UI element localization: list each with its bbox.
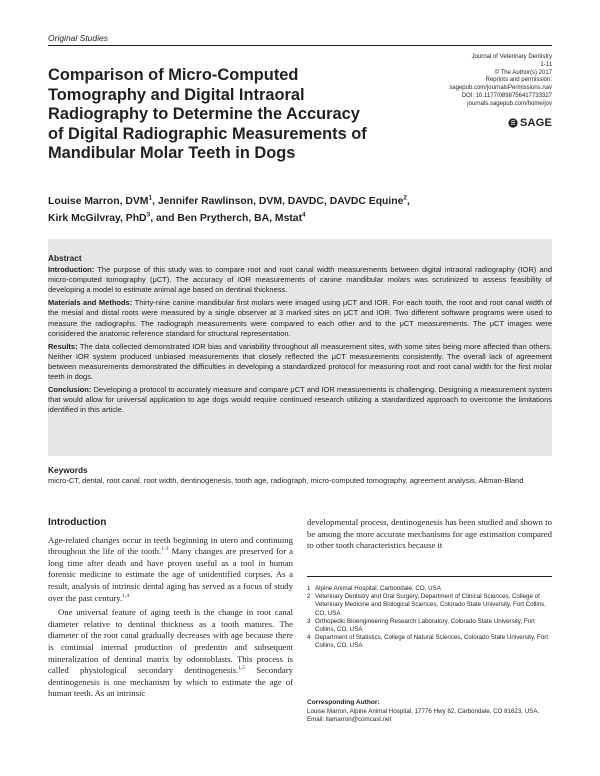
author-name: Kirk McGilvray, PhD — [48, 213, 147, 224]
body-paragraph — [48, 607, 293, 700]
keywords-text: micro-CT, dental, root canal, root width, dentinogenesis, tooth age, radiograph, micro-computed tomography, agreement analysis, Altman-Bland — [48, 476, 524, 486]
abstract-results — [48, 342, 552, 382]
author-affiliation: 3 — [146, 211, 151, 219]
author-list: Louise Marron, DVM$^1$, Jennifer Rawlinson, DVM, DAVDC, DAVDC Equine$^2$, Kirk McGilvray, PhD$^3$, and Ben Prytherch, BA, Mstat$^4$ — [48, 194, 410, 224]
citation-ref[interactable]: 1,5 — [238, 665, 246, 672]
author-affiliation: 1 — [148, 194, 153, 202]
author-name: Jennifer Rawlinson, DVM, DAVDC, DAVDC Equine — [157, 196, 404, 207]
abstract-methods — [48, 298, 552, 338]
footnote-rule — [307, 576, 552, 577]
affiliation-item — [307, 593, 552, 618]
affiliations — [307, 585, 552, 651]
affiliation-item — [307, 634, 552, 650]
abstract-text: The data collected demonstrated IOR bias and variability throughout all measurement sites, with some sites being more affected than others. Neither IOR system produced unbiased measurements that closely reflected the μCT measurements consistently. The overall lack of agreement between measurements demonstrated the difficulties in developing a standardized protocol for measuring root and root canal width for the first molar teeth in dogs. — [48, 341, 552, 382]
body-paragraph — [48, 535, 293, 605]
corresponding-email[interactable]: Email: llamarron@comcast.net — [307, 716, 392, 724]
journal-doi[interactable]: DOI: 10.1177/0898756417733327 — [461, 92, 552, 99]
corresponding-author — [307, 699, 552, 725]
section-label: Original Studies — [48, 33, 109, 43]
body-text: Many changes are preserved for a long time after death and have proven useful as a tool in human forensic medicine to estimate the age of unidentified corpses. As a result, analysis of intrinsic dental aging has served as a focus of study over the past century. — [48, 546, 294, 603]
affiliation-text: Veterinary Dentistry and Oral Surgery, Department of Clinical Sciences, College of Veterinary Medicine and Biological Sciences, Colorado State University, Fort Collins, CO, USA — [315, 593, 546, 617]
journal-info — [382, 54, 552, 109]
corresponding-heading: Corresponding Author: — [307, 699, 380, 706]
journal-home-link[interactable]: journals.sagepub.com/home/jov — [467, 100, 552, 107]
article-title: Comparison of Micro-Computed Tomography and Digital Intraoral Radiography to Determine the Accuracy of Digital Radiographic Measurements of Mandibular Molar Teeth in Dogs — [48, 66, 367, 162]
abstract-text: Thirty-nine canine mandibular first molars were imaged using μCT and IOR. For each tooth, the root and root canal width of the mesial and distal roots were measured by a single observer at 3 marked sites on μCT and IOR. Two different software programs were used to measure the radiographs. The radiograph measurements were compared to each other and to the μCT measurements. The μCT images were considered the anatomic reference standard for structural representation. — [48, 298, 552, 338]
affiliation-number: 1 — [307, 585, 311, 592]
affiliation-text: Department of Statistics, College of Natural Sciences, Colorado State University, Fort Collins, CO, USA — [315, 634, 549, 650]
abstract-text: Developing a protocol to accurately measure and compare μCT and IOR measurements is challenging. Designing a measurement system that would allow for universal application to age dogs would require continued research utilizing a standardized approach to overcome the limitations identified in this article. — [48, 385, 552, 415]
affiliation-number: 4 — [307, 634, 311, 642]
author-affiliation: 4 — [302, 211, 306, 219]
affiliation-number: 3 — [307, 617, 311, 625]
author-affiliation: 2 — [403, 194, 408, 202]
affiliation-item — [307, 618, 552, 634]
abstract-label: Conclusion: — [48, 385, 92, 395]
journal-pages: 1-11 — [540, 61, 552, 68]
journal-copyright: © The Author(s) 2017 — [494, 69, 552, 76]
corresponding-address: Louise Marron, Alpine Animal Hospital, 17776 Hwy 82, Carbondale, CO 81623, USA. — [307, 708, 540, 716]
author-name: Ben Prytherch, BA, Mstat — [177, 213, 303, 224]
abstract-conclusion — [48, 385, 552, 415]
body-paragraph: developmental process, dentinogenesis has been studied and shown to be among the more accurate mechanisms for age estimation compared to other tooth characteristics because it — [307, 517, 552, 551]
affiliation-number: 2 — [307, 593, 311, 601]
affiliation-text: Orthopedic Bioengineering Research Laboratory, Colorado State University, Fort Collins, CO, USA — [315, 617, 535, 634]
abstract-label: Introduction: — [48, 265, 95, 275]
author-name: Louise Marron, DVM — [48, 196, 149, 207]
permissions-link[interactable]: sagepub.com/journalsPermissions.nav — [449, 85, 552, 92]
journal-reprints: Reprints and permission: — [485, 77, 552, 84]
sage-logo-icon — [508, 118, 518, 128]
abstract-heading: Abstract — [48, 253, 82, 263]
abstract-text: The purpose of this study was to compare root and root canal width measurements between digital intraoral radiography (IOR) and micro-computed tomography (μCT). The accuracy of IOR measurements of canine mandibular molars was scrutinized to assess feasibility of developing a model to estimate animal age based on dentinal thickness. — [48, 265, 552, 295]
header-rule — [48, 45, 552, 46]
abstract — [48, 253, 552, 418]
keywords-heading: Keywords — [48, 465, 88, 475]
affiliation-text: Alpine Animal Hospital, Carbondale, CO, USA — [315, 585, 441, 592]
sage-logo — [508, 117, 552, 129]
body-left-column — [48, 517, 293, 700]
citation-ref[interactable]: 1-3 — [161, 546, 169, 553]
sage-logo-text: SAGE — [520, 117, 552, 129]
body-text: One universal feature of aging teeth is the change in root canal diameter relative to dentinal thickness as a tooth matures. The diameter of the root canal gradually decreases with age because there is continual internal production of predentin and subsequent mineralization of dentinal matrix by odontoblasts. This process is called physiological secondary dentinogenesis. — [48, 607, 293, 676]
abstract-label: Materials and Methods: — [48, 298, 133, 308]
body-text: Age-related changes occur in teeth beginning in utero and continuing throughout the life of the tooth. — [48, 534, 293, 557]
body-text: Secondary dentinogenesis is one mechanism by which to estimate the age of human teeth. As an intrinsic — [48, 665, 293, 699]
abstract-label: Results: — [48, 341, 78, 351]
body-right-column — [307, 517, 552, 552]
affiliation-item — [307, 585, 552, 593]
abstract-introduction — [48, 265, 552, 295]
journal-name: Journal of Veterinary Dentistry — [471, 54, 552, 60]
introduction-heading: Introduction — [48, 517, 107, 528]
keywords — [48, 465, 552, 486]
citation-ref[interactable]: 1,4 — [122, 592, 130, 599]
